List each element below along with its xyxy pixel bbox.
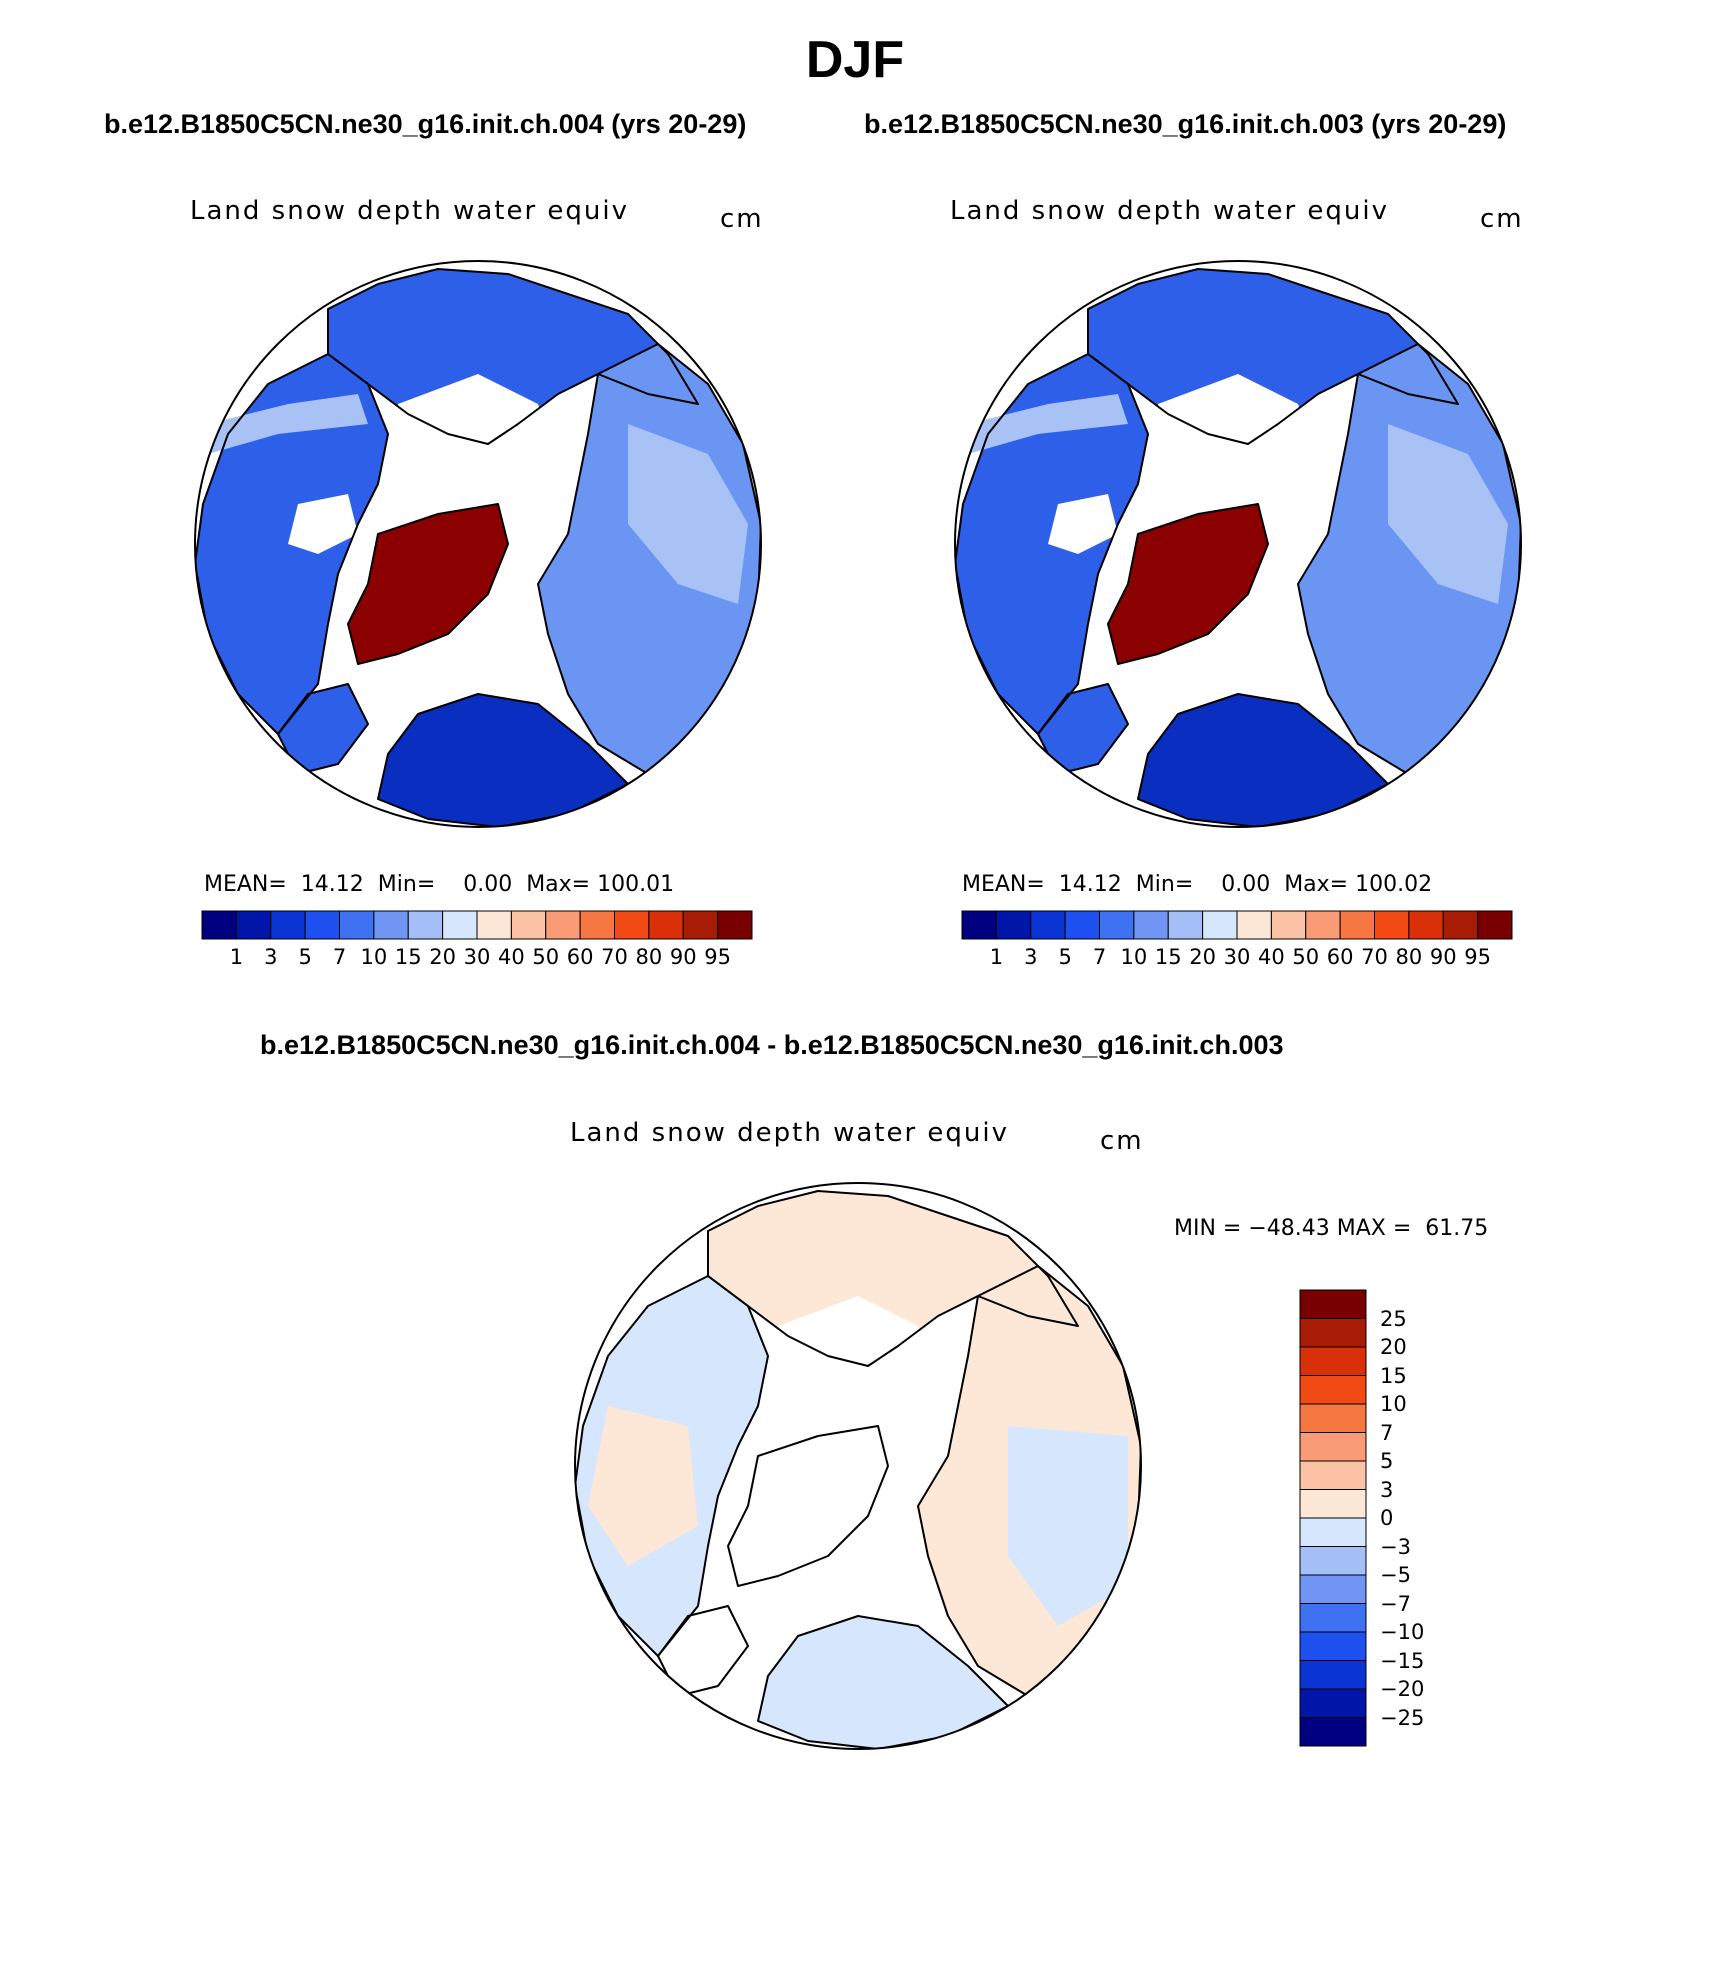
colorbar-swatch <box>615 911 649 939</box>
colorbar-swatch <box>580 911 614 939</box>
colorbar-tick-label: 3 <box>1380 1477 1394 1502</box>
colorbar-tick-label: −15 <box>1380 1648 1425 1673</box>
colorbar-tick-label: 60 <box>1326 945 1354 969</box>
right-colorbar <box>962 911 1512 939</box>
colorbar-tick-label: 95 <box>704 945 731 969</box>
colorbar-swatch <box>305 911 339 939</box>
left-polar-map <box>188 254 768 834</box>
colorbar-swatch <box>374 911 408 939</box>
colorbar-swatch <box>683 911 717 939</box>
colorbar-tick-label: 7 <box>1092 945 1107 969</box>
colorbar-tick-label: 15 <box>394 945 422 969</box>
right-panel-variable: Land snow depth water equiv <box>950 196 1389 226</box>
colorbar-tick-label: 5 <box>1380 1449 1394 1473</box>
colorbar-tick-label: 40 <box>498 945 525 969</box>
colorbar-swatch <box>443 911 477 939</box>
colorbar-swatch <box>1300 1433 1366 1462</box>
colorbar-swatch <box>1300 1661 1366 1690</box>
left-panel-units: cm <box>720 204 764 234</box>
colorbar-tick-label: 3 <box>264 945 278 969</box>
right-panel-units: cm <box>1480 204 1524 234</box>
left-colorbar <box>202 911 752 939</box>
colorbar-swatch <box>1271 911 1305 939</box>
colorbar-tick-label: 70 <box>1361 945 1388 969</box>
colorbar-swatch <box>236 911 270 939</box>
colorbar-tick-label: 90 <box>1429 945 1457 969</box>
difference-title: b.e12.B1850C5CN.ne30_g16.init.ch.004 - b.e12.B1850C5CN.ne30_g16.init.ch.003 <box>260 1030 1284 1060</box>
colorbar-swatch <box>1300 1604 1366 1633</box>
colorbar-swatch <box>1300 1461 1366 1490</box>
difference-panel-units: cm <box>1100 1126 1144 1156</box>
colorbar-tick-label: 30 <box>1223 945 1251 969</box>
colorbar-tick-label: 50 <box>532 945 560 969</box>
colorbar-swatch <box>546 911 580 939</box>
right-case-title: b.e12.B1850C5CN.ne30_g16.init.ch.003 (yrs 20-29) <box>864 109 1507 139</box>
colorbar-tick-label: 25 <box>1380 1306 1407 1331</box>
colorbar-tick-label: −3 <box>1380 1534 1411 1559</box>
colorbar-tick-label: 20 <box>1380 1335 1407 1359</box>
colorbar-tick-label: −20 <box>1380 1677 1425 1701</box>
colorbar-tick-label: −25 <box>1380 1705 1425 1730</box>
colorbar-tick-label: −7 <box>1380 1591 1411 1616</box>
colorbar-tick-label: 3 <box>1024 945 1038 969</box>
colorbar-tick-label: 20 <box>1189 945 1216 969</box>
colorbar-swatch <box>1168 911 1202 939</box>
colorbar-tick-label: 10 <box>360 945 388 969</box>
right-polar-map <box>948 254 1528 834</box>
colorbar-tick-label: 5 <box>1058 945 1072 969</box>
colorbar-swatch <box>477 911 511 939</box>
difference-stats: MIN = −48.43 MAX = 61.75 <box>1174 1216 1489 1241</box>
colorbar-swatch <box>511 911 545 939</box>
colorbar-tick-label: 1 <box>989 945 1004 969</box>
colorbar-swatch <box>1100 911 1134 939</box>
colorbar-swatch <box>1306 911 1340 939</box>
colorbar-swatch <box>962 911 996 939</box>
colorbar-tick-label: 15 <box>1380 1363 1407 1388</box>
difference-polar-map <box>568 1176 1148 1756</box>
colorbar-tick-label: 40 <box>1258 945 1285 969</box>
colorbar-swatch <box>718 911 752 939</box>
colorbar-swatch <box>1300 1347 1366 1376</box>
left-stats: MEAN= 14.12 Min= 0.00 Max= 100.01 <box>204 872 675 897</box>
colorbar-swatch <box>1409 911 1443 939</box>
colorbar-tick-label: 0 <box>1380 1506 1394 1530</box>
colorbar-swatch <box>996 911 1030 939</box>
colorbar-tick-label: 7 <box>332 945 347 969</box>
left-case-title: b.e12.B1850C5CN.ne30_g16.init.ch.004 (yrs 20-29) <box>104 109 747 139</box>
colorbar-swatch <box>1031 911 1065 939</box>
colorbar-tick-label: 10 <box>1120 945 1148 969</box>
colorbar-swatch <box>408 911 442 939</box>
colorbar-swatch <box>1300 1290 1366 1319</box>
colorbar-swatch <box>1237 911 1271 939</box>
colorbar-tick-label: 30 <box>463 945 491 969</box>
colorbar-swatch <box>1300 1376 1366 1405</box>
colorbar-swatch <box>1478 911 1512 939</box>
colorbar-swatch <box>1300 1547 1366 1576</box>
colorbar-tick-label: 10 <box>1380 1392 1407 1416</box>
colorbar-swatch <box>1203 911 1237 939</box>
colorbar-swatch <box>649 911 683 939</box>
colorbar-tick-label: 80 <box>635 945 663 969</box>
colorbar-swatch <box>202 911 236 939</box>
colorbar-swatch <box>1300 1518 1366 1547</box>
colorbar-tick-label: −10 <box>1380 1620 1425 1644</box>
colorbar-tick-label: 95 <box>1464 945 1491 969</box>
colorbar-swatch <box>271 911 305 939</box>
colorbar-swatch <box>1340 911 1374 939</box>
colorbar-swatch <box>1300 1404 1366 1433</box>
figure-title: DJF <box>805 31 905 89</box>
colorbar-tick-label: 60 <box>566 945 594 969</box>
colorbar-swatch <box>1065 911 1099 939</box>
colorbar-tick-label: 70 <box>601 945 628 969</box>
left-panel-variable: Land snow depth water equiv <box>190 196 629 226</box>
colorbar-swatch <box>1300 1632 1366 1661</box>
colorbar-swatch <box>340 911 374 939</box>
colorbar-tick-label: 1 <box>229 945 244 969</box>
difference-colorbar <box>1300 1290 1366 1746</box>
colorbar-tick-label: 5 <box>298 945 312 969</box>
difference-panel-variable: Land snow depth water equiv <box>570 1118 1009 1148</box>
colorbar-tick-label: 15 <box>1154 945 1182 969</box>
right-stats: MEAN= 14.12 Min= 0.00 Max= 100.02 <box>962 872 1433 897</box>
colorbar-swatch <box>1375 911 1409 939</box>
colorbar-tick-label: 50 <box>1292 945 1320 969</box>
colorbar-tick-label: 7 <box>1380 1420 1394 1445</box>
colorbar-swatch <box>1300 1319 1366 1348</box>
colorbar-swatch <box>1300 1490 1366 1519</box>
colorbar-tick-label: 80 <box>1395 945 1423 969</box>
colorbar-swatch <box>1300 1718 1366 1747</box>
colorbar-swatch <box>1443 911 1477 939</box>
colorbar-tick-label: 90 <box>669 945 697 969</box>
colorbar-swatch <box>1134 911 1168 939</box>
colorbar-swatch <box>1300 1689 1366 1718</box>
colorbar-swatch <box>1300 1575 1366 1604</box>
colorbar-tick-label: 20 <box>429 945 456 969</box>
colorbar-tick-label: −5 <box>1380 1563 1411 1587</box>
